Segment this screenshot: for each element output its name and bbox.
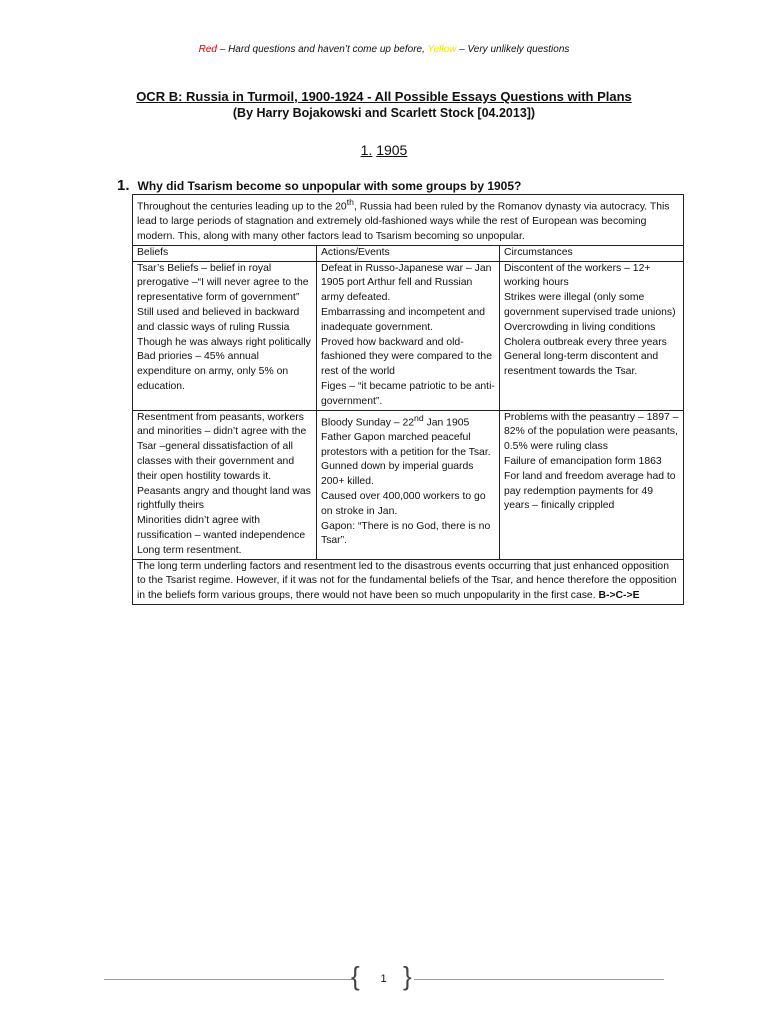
row1-actions-cell: Defeat in Russo-Japanese war – Jan 1905 port Arthur fell and Russian army defeated. Embarrassing and incompetent and inadequate government. Proved how backward and old-fashioned they were compared to the rest of the world Figes – “it became patriotic to be anti-government”. [317, 261, 500, 410]
bloody-sunday-text: Bloody Sunday – 22 [321, 417, 415, 429]
bloody-sunday-superscript: nd [414, 412, 424, 423]
footer-rule-left [104, 979, 354, 980]
row2-circumstances-cell: Problems with the peasantry – 1897 – 82% of the population were peasants, 0.5% were ruling class Failure of emancipation form 1863 For land and freedom average had to pay redemption payments for 49 years – finically crippled [500, 410, 684, 559]
row2-actions-cell [317, 410, 500, 559]
legend-yellow-text: – Very unlikely questions [456, 44, 570, 55]
conclusion-formula: B->C->E [598, 590, 640, 602]
legend-yellow-word: Yellow [427, 44, 457, 55]
right-brace-icon: } [403, 961, 412, 991]
conclusion-cell [133, 559, 684, 604]
section-heading [0, 142, 768, 158]
row2-beliefs-cell: Resentment from peasants, workers and minorities – didn’t agree with the Tsar –general dissatisfaction of all classes with their government and their open hostility towards it. Peasants angry and thought land was rightfully theirs Minorities didn’t agree with russification – wanted independence Long term resentment. [133, 410, 317, 559]
table-row [133, 559, 684, 604]
header-beliefs: Beliefs [133, 245, 317, 261]
legend-red-word: Red [198, 44, 217, 55]
header-circumstances: Circumstances [500, 245, 684, 261]
essay-plan-table [132, 194, 684, 605]
intro-text: Throughout the centuries leading up to the 20 [137, 201, 347, 213]
color-legend [0, 44, 768, 55]
intro-superscript: th [346, 197, 354, 207]
question-text: Why did Tsarism become so unpopular with some groups by 1905? [137, 179, 522, 193]
section-year: 1905 [376, 142, 408, 158]
intro-cell [133, 195, 684, 246]
row1-beliefs-cell: Tsar’s Beliefs – belief in royal prerogative –“I will never agree to the representative form of government” Still used and believed in backward and classic ways of ruling Russia Though he was always right politically Bad priories – 45% annual expenditure on army, only 5% on education. [133, 261, 317, 410]
table-row [133, 195, 684, 246]
row1-circumstances-cell: Discontent of the workers – 12+ working hours Strikes were illegal (only some government supervised trade unions) Overcrowding in living conditions Cholera outbreak every three years General long-term discontent and resentment towards the Tsar. [500, 261, 684, 410]
question-number: 1. [117, 177, 130, 194]
essay-question [117, 177, 717, 194]
document-title: OCR B: Russia in Turmoil, 1900-1924 - All Possible Essays Questions with Plans [136, 89, 632, 104]
table-row [133, 410, 684, 559]
conclusion-text: The long term underling factors and resentment led to the disastrous events occurring that just enhanced opposition to the Tsarist regime. However, if it was not for the fundamental beliefs of the Tsar, and hence therefore the opposition in the beliefs form various groups, there would not have been so much unpopularity in the first case. [137, 560, 677, 602]
left-brace-icon: { [351, 961, 360, 991]
bloody-sunday-date: Jan 1905 [423, 417, 470, 429]
table-header-row [133, 245, 684, 261]
section-number: 1. [360, 142, 373, 158]
intro-text-cont: , Russia had been ruled by the Romanov dynasty via autocracy. This lead to large periods of stagnation and extremely old-fashioned ways while the rest of European was becoming modern. This, along with many other factors lead to Tsarism becoming so unpopular. [137, 201, 670, 243]
legend-red-text: – Hard questions and haven’t come up before, [216, 44, 428, 55]
row2-actions-text: Father Gapon marched peaceful protestors with a petition for the Tsar. Gunned down by imperial guards 200+ killed. Caused over 400,000 workers to go on stroke in Jan. Gapon: “There is no God, there is no Tsar”. [321, 431, 491, 547]
page-number: 1 [380, 973, 387, 985]
document-subtitle: (By Harry Bojakowski and Scarlett Stock [04.2013]) [232, 106, 536, 120]
header-actions: Actions/Events [317, 245, 500, 261]
table-row [133, 261, 684, 410]
footer-rule-right [414, 979, 664, 980]
